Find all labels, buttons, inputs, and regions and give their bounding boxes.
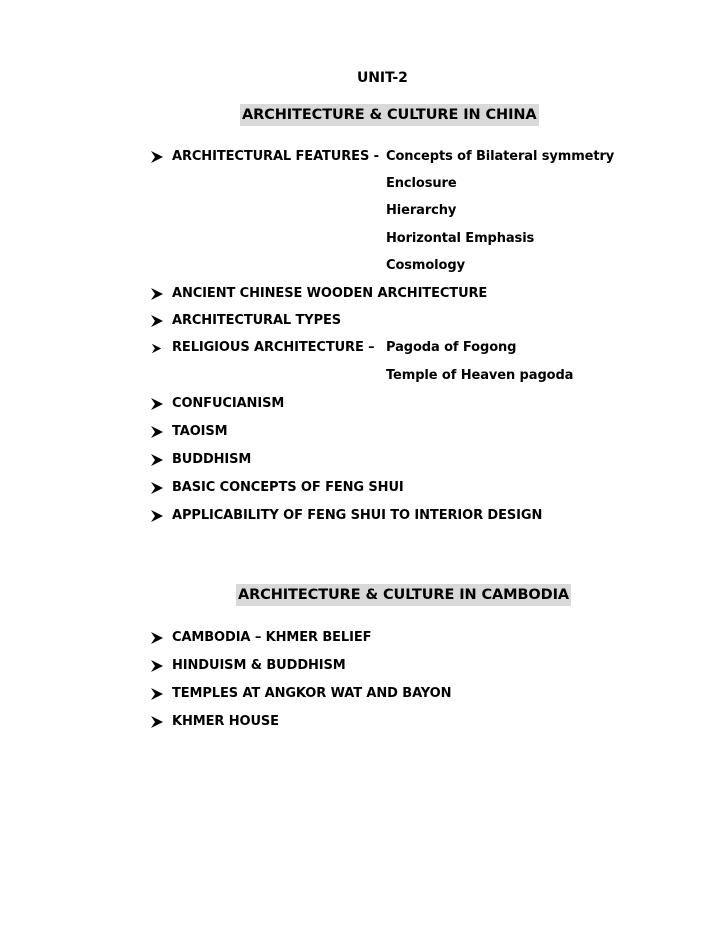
arrowhead-bullet-icon (150, 715, 164, 729)
arrowhead-bullet-icon (150, 481, 164, 495)
china-item-label: ARCHITECTURAL FEATURES - (172, 149, 379, 164)
cambodia-section-heading: ARCHITECTURE & CULTURE IN CAMBODIA (236, 584, 571, 606)
china-item-label: ANCIENT CHINESE WOODEN ARCHITECTURE (172, 286, 488, 301)
china-item-detail: Enclosure (386, 176, 457, 191)
china-item-label: APPLICABILITY OF FENG SHUI TO INTERIOR DESIGN (172, 508, 543, 523)
china-section-heading: ARCHITECTURE & CULTURE IN CHINA (240, 104, 539, 126)
unit-title: UNIT-2 (357, 70, 408, 86)
arrowhead-bullet-icon (150, 150, 164, 164)
arrowhead-bullet-icon (151, 343, 162, 354)
arrowhead-bullet-icon (150, 314, 164, 328)
china-item-label: TAOISM (172, 424, 228, 439)
china-item-detail: Cosmology (386, 258, 465, 273)
china-item-label: ARCHITECTURAL TYPES (172, 313, 342, 328)
arrowhead-bullet-icon (150, 659, 164, 673)
china-item-label: BUDDHISM (172, 452, 252, 467)
arrowhead-bullet-icon (150, 509, 164, 523)
china-item-detail: Horizontal Emphasis (386, 231, 535, 246)
arrowhead-bullet-icon (150, 287, 164, 301)
cambodia-item-label: CAMBODIA – KHMER BELIEF (172, 630, 372, 645)
arrowhead-bullet-icon (150, 687, 164, 701)
arrowhead-bullet-icon (150, 425, 164, 439)
china-item-detail: Pagoda of Fogong (386, 340, 517, 355)
china-item-label: RELIGIOUS ARCHITECTURE – (172, 340, 375, 355)
arrowhead-bullet-icon (150, 631, 164, 645)
china-item-detail: Hierarchy (386, 203, 457, 218)
china-item-label: CONFUCIANISM (172, 396, 285, 411)
arrowhead-bullet-icon (150, 397, 164, 411)
cambodia-item-label: HINDUISM & BUDDHISM (172, 658, 346, 673)
arrowhead-bullet-icon (150, 453, 164, 467)
cambodia-item-label: TEMPLES AT ANGKOR WAT AND BAYON (172, 686, 452, 701)
china-item-detail: Concepts of Bilateral symmetry (386, 149, 615, 164)
china-item-detail: Temple of Heaven pagoda (386, 368, 574, 383)
cambodia-item-label: KHMER HOUSE (172, 714, 279, 729)
china-item-label: BASIC CONCEPTS OF FENG SHUI (172, 480, 404, 495)
